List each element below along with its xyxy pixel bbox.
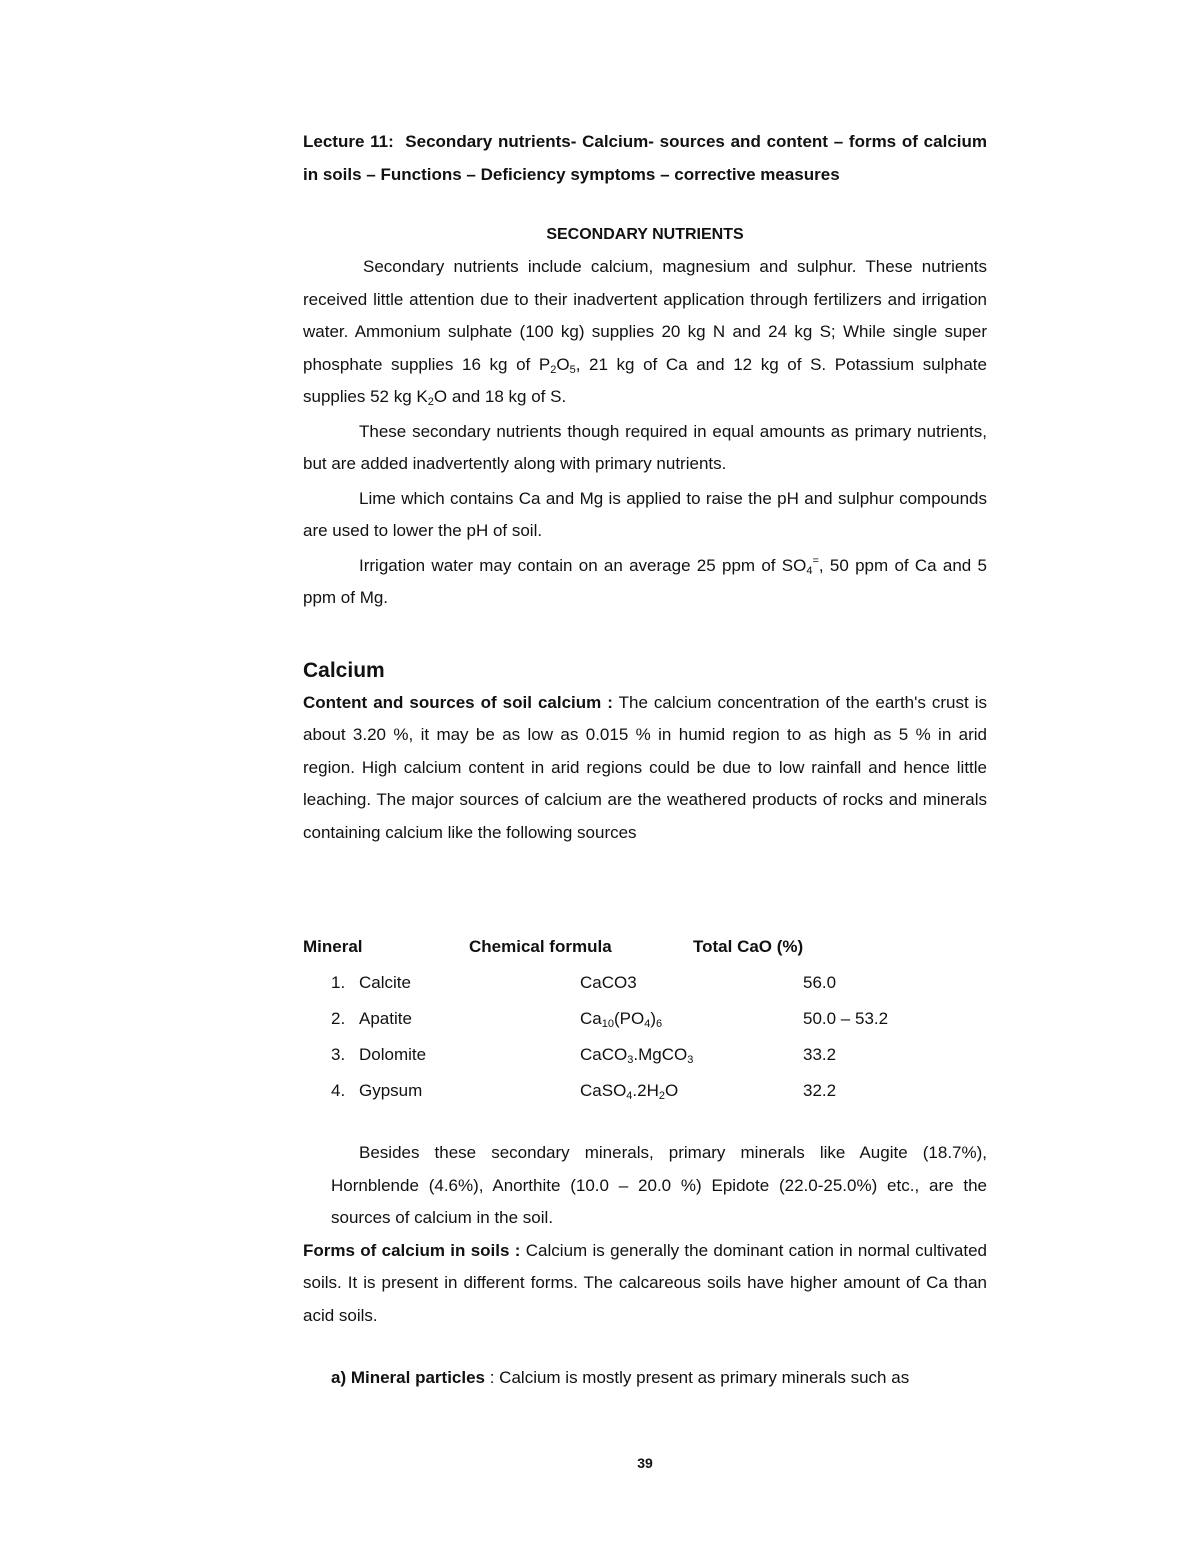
paragraph-secondary-amounts: These secondary nutrients though required in equal amounts as primary nutrients, but are added inadvertently along with primary nutrients. <box>303 421 987 473</box>
header-cao: Total CaO (%) <box>693 937 804 956</box>
forms-label: Forms of calcium in soils : <box>303 1240 521 1260</box>
lecture-label: Lecture 11: <box>303 132 394 151</box>
table-row: 3. Dolomite CaCO$_3$.MgCO$_3$ 33.2 <box>331 1045 837 1066</box>
paragraph-mineral-particles: a) Mineral particles : Calcium is mostly present as primary minerals such as <box>331 1368 910 1387</box>
table-row: 2. Apatite $Ca_{10}(PO_4)_6$ 50.0 – 53.2 <box>331 1009 889 1030</box>
mineral-table <box>303 929 987 1109</box>
paragraph-besides: Besides these secondary minerals, primary minerals like Augite (18.7%), Hornblende (4.6%), Anorthite (10.0 – 20.0 %) Epidote (22.0-25.0%) etc., are the sources of calcium in the soil. <box>331 1143 987 1227</box>
table-header-row <box>303 929 987 965</box>
table-row: 4. Gypsum $CaSO_4.2H_2O$ 32.2 <box>331 1081 837 1102</box>
content-label: Content and sources of soil calcium : <box>303 692 613 712</box>
mineral-particles-label: a) Mineral particles <box>331 1368 486 1387</box>
paragraph-forms: Forms of calcium in soils : Calcium is generally the dominant cation in normal cultivated soils. It is present in different forms. The calcareous soils have higher amount of Ca than acid soils. <box>303 1240 987 1325</box>
paragraph-calcium-content: Content and sources of soil calcium : The calcium concentration of the earth's crust is about 3.20 %, it may be as low as 0.015 % in humid region to as high as 5 % in arid region. High calcium content in arid regions could be due to low rainfall and hence little leaching. The major sources of calcium are the weathered products of rocks and minerals containing calcium like the following sources <box>303 692 987 842</box>
calcium-heading: Calcium <box>303 658 385 682</box>
paragraph-irrigation: Irrigation water may contain on an average 25 ppm of $SO_4^=$, 50 ppm of Ca and 5 ppm of Mg. <box>303 554 987 607</box>
paragraph-lime: Lime which contains Ca and Mg is applied to raise the pH and sulphur compounds are used to lower the pH of soil. <box>303 488 987 540</box>
header-mineral: Mineral <box>303 937 363 956</box>
page-number: 39 <box>637 1455 653 1471</box>
table-row: 1. Calcite CaCO3 56.0 <box>331 973 837 992</box>
paragraph-secondary-intro: Secondary nutrients include calcium, magnesium and sulphur. These nutrients received little attention due to their inadvertent application through fertilizers and irrigation water. Ammonium sulphate (100 kg) supplies 20 kg N and 24 kg S; While single super phosphate supplies 16 kg of $P_2O_5$, 21 kg of Ca and 12 kg of S. Potassium sulphate supplies 52 kg $K_2O$ and 18 kg of S. <box>303 257 987 408</box>
header-formula: Chemical formula <box>469 937 612 956</box>
secondary-nutrients-heading: SECONDARY NUTRIENTS <box>546 226 744 243</box>
page-content <box>303 126 987 1395</box>
lecture-title <box>303 126 987 191</box>
lecture-title-text: Secondary nutrients- Calcium- sources and content – forms of calcium in soils – Functions – Deficiency symptoms – corrective measures <box>303 132 987 184</box>
